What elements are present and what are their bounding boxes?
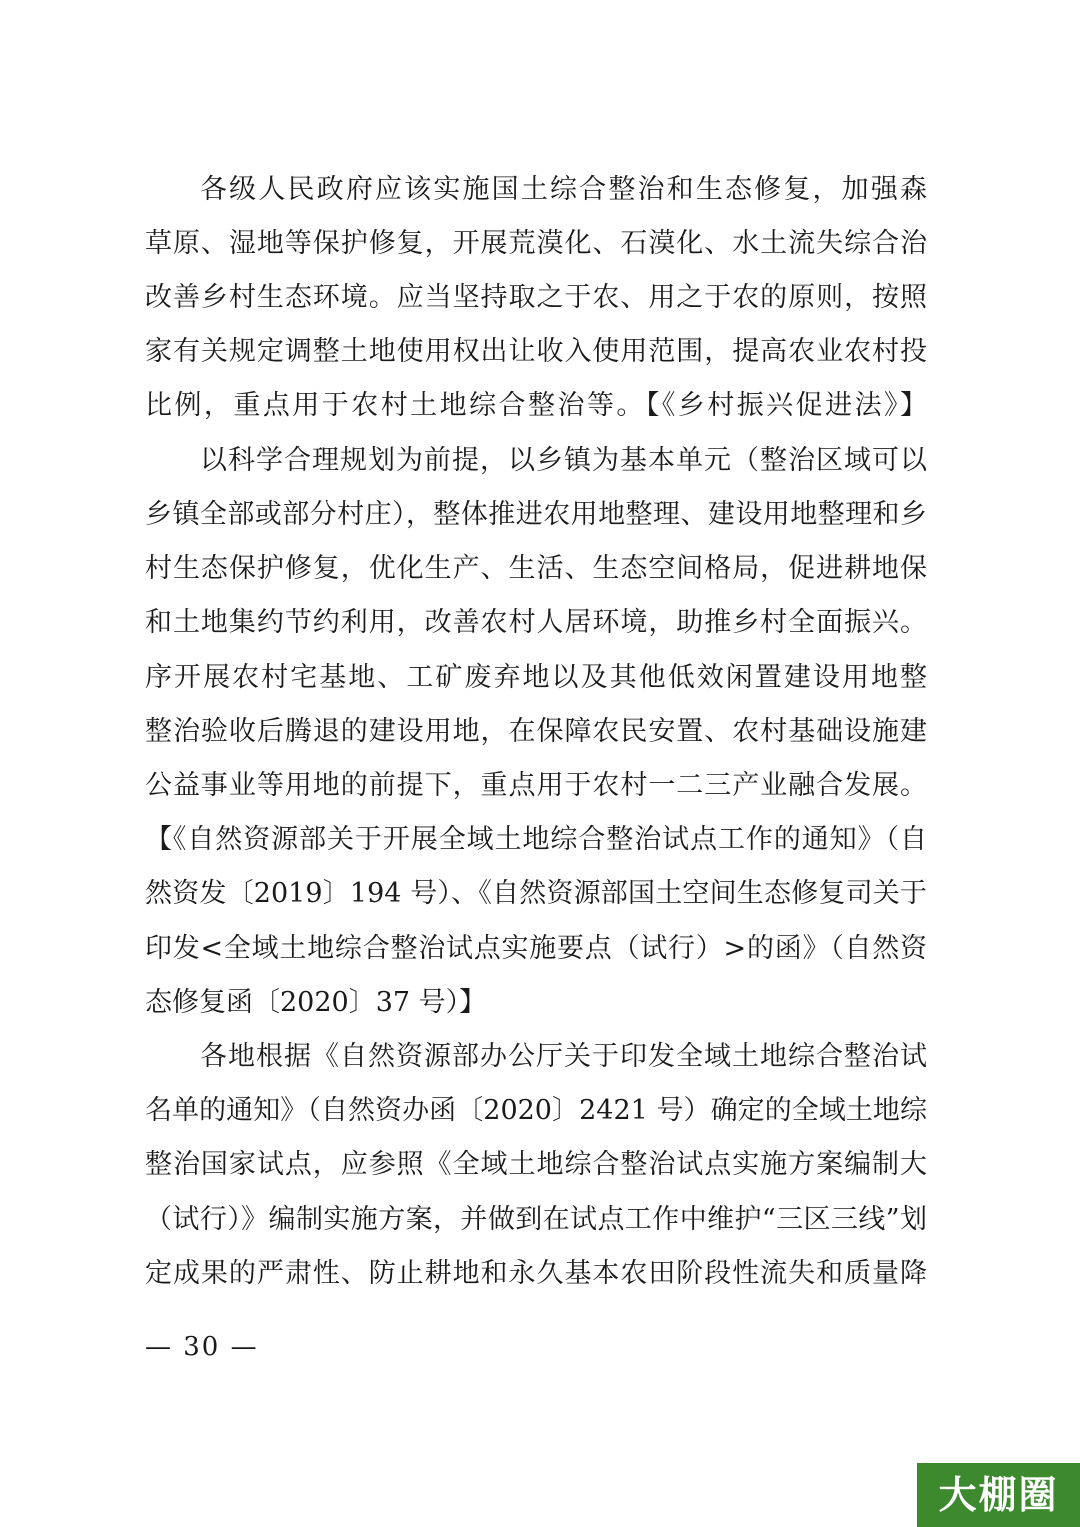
text-line: 公益事业等用地的前提下，重点用于农村一二三产业融合发展。 (145, 770, 927, 801)
text-line: 乡镇全部或部分村庄），整体推进农用地整理、建设用地整理和乡 (145, 499, 927, 530)
text-line: 改善乡村生态环境。应当坚持取之于农、用之于农的原则，按照 (145, 282, 927, 313)
text-line: 名单的通知》（自然资办函〔2020〕2421 号）确定的全域土地综 (145, 1095, 927, 1126)
text-line: 和土地集约节约利用，改善农村人居环境，助推乡村全面振兴。 (145, 607, 927, 638)
text-line: 【《自然资源部关于开展全域土地综合整治试点工作的通知》（自 (145, 824, 927, 855)
text-line: 整治验收后腾退的建设用地，在保障农民安置、农村基础设施建 (145, 716, 927, 747)
text-line: 定成果的严肃性、防止耕地和永久基本农田阶段性流失和质量降 (145, 1258, 927, 1289)
page-number: — 30 — (145, 1332, 259, 1362)
text-line: 家有关规定调整土地使用权出让收入使用范围，提高农业农村投 (145, 336, 927, 367)
text-line: 村生态保护修复，优化生产、生活、生态空间格局，促进耕地保 (145, 553, 927, 584)
text-line: 各地根据《自然资源部办公厅关于印发全域土地综合整治试 (200, 1041, 927, 1072)
text-line: （试行）》编制实施方案，并做到在试点工作中维护“三区三线”划 (145, 1204, 927, 1235)
text-line: 草原、湿地等保护修复，开展荒漠化、石漠化、水土流失综合治 (145, 228, 927, 259)
watermark-logo (917, 1463, 1080, 1527)
text-line: 然资发〔2019〕194 号）、《自然资源部国土空间生态修复司关于 (145, 878, 927, 909)
text-line: 整治国家试点，应参照《全域土地综合整治试点实施方案编制大 (145, 1149, 927, 1180)
text-line: 各级人民政府应该实施国土综合整治和生态修复，加强森 (200, 174, 927, 205)
text-line: 印发<全域土地综合整治试点实施要点（试行）>的函》（自然资 (145, 933, 927, 964)
text-line: 以科学合理规划为前提，以乡镇为基本单元（整治区域可以 (200, 445, 927, 476)
watermark-logo-text: 大棚圈 (938, 1473, 1059, 1517)
text-line: 比例，重点用于农村土地综合整治等。【《乡村振兴促进法》】 (145, 390, 927, 421)
text-line: 态修复函〔2020〕37 号）】 (145, 987, 487, 1018)
text-line: 序开展农村宅基地、工矿废弃地以及其他低效闲置建设用地整 (145, 662, 927, 693)
